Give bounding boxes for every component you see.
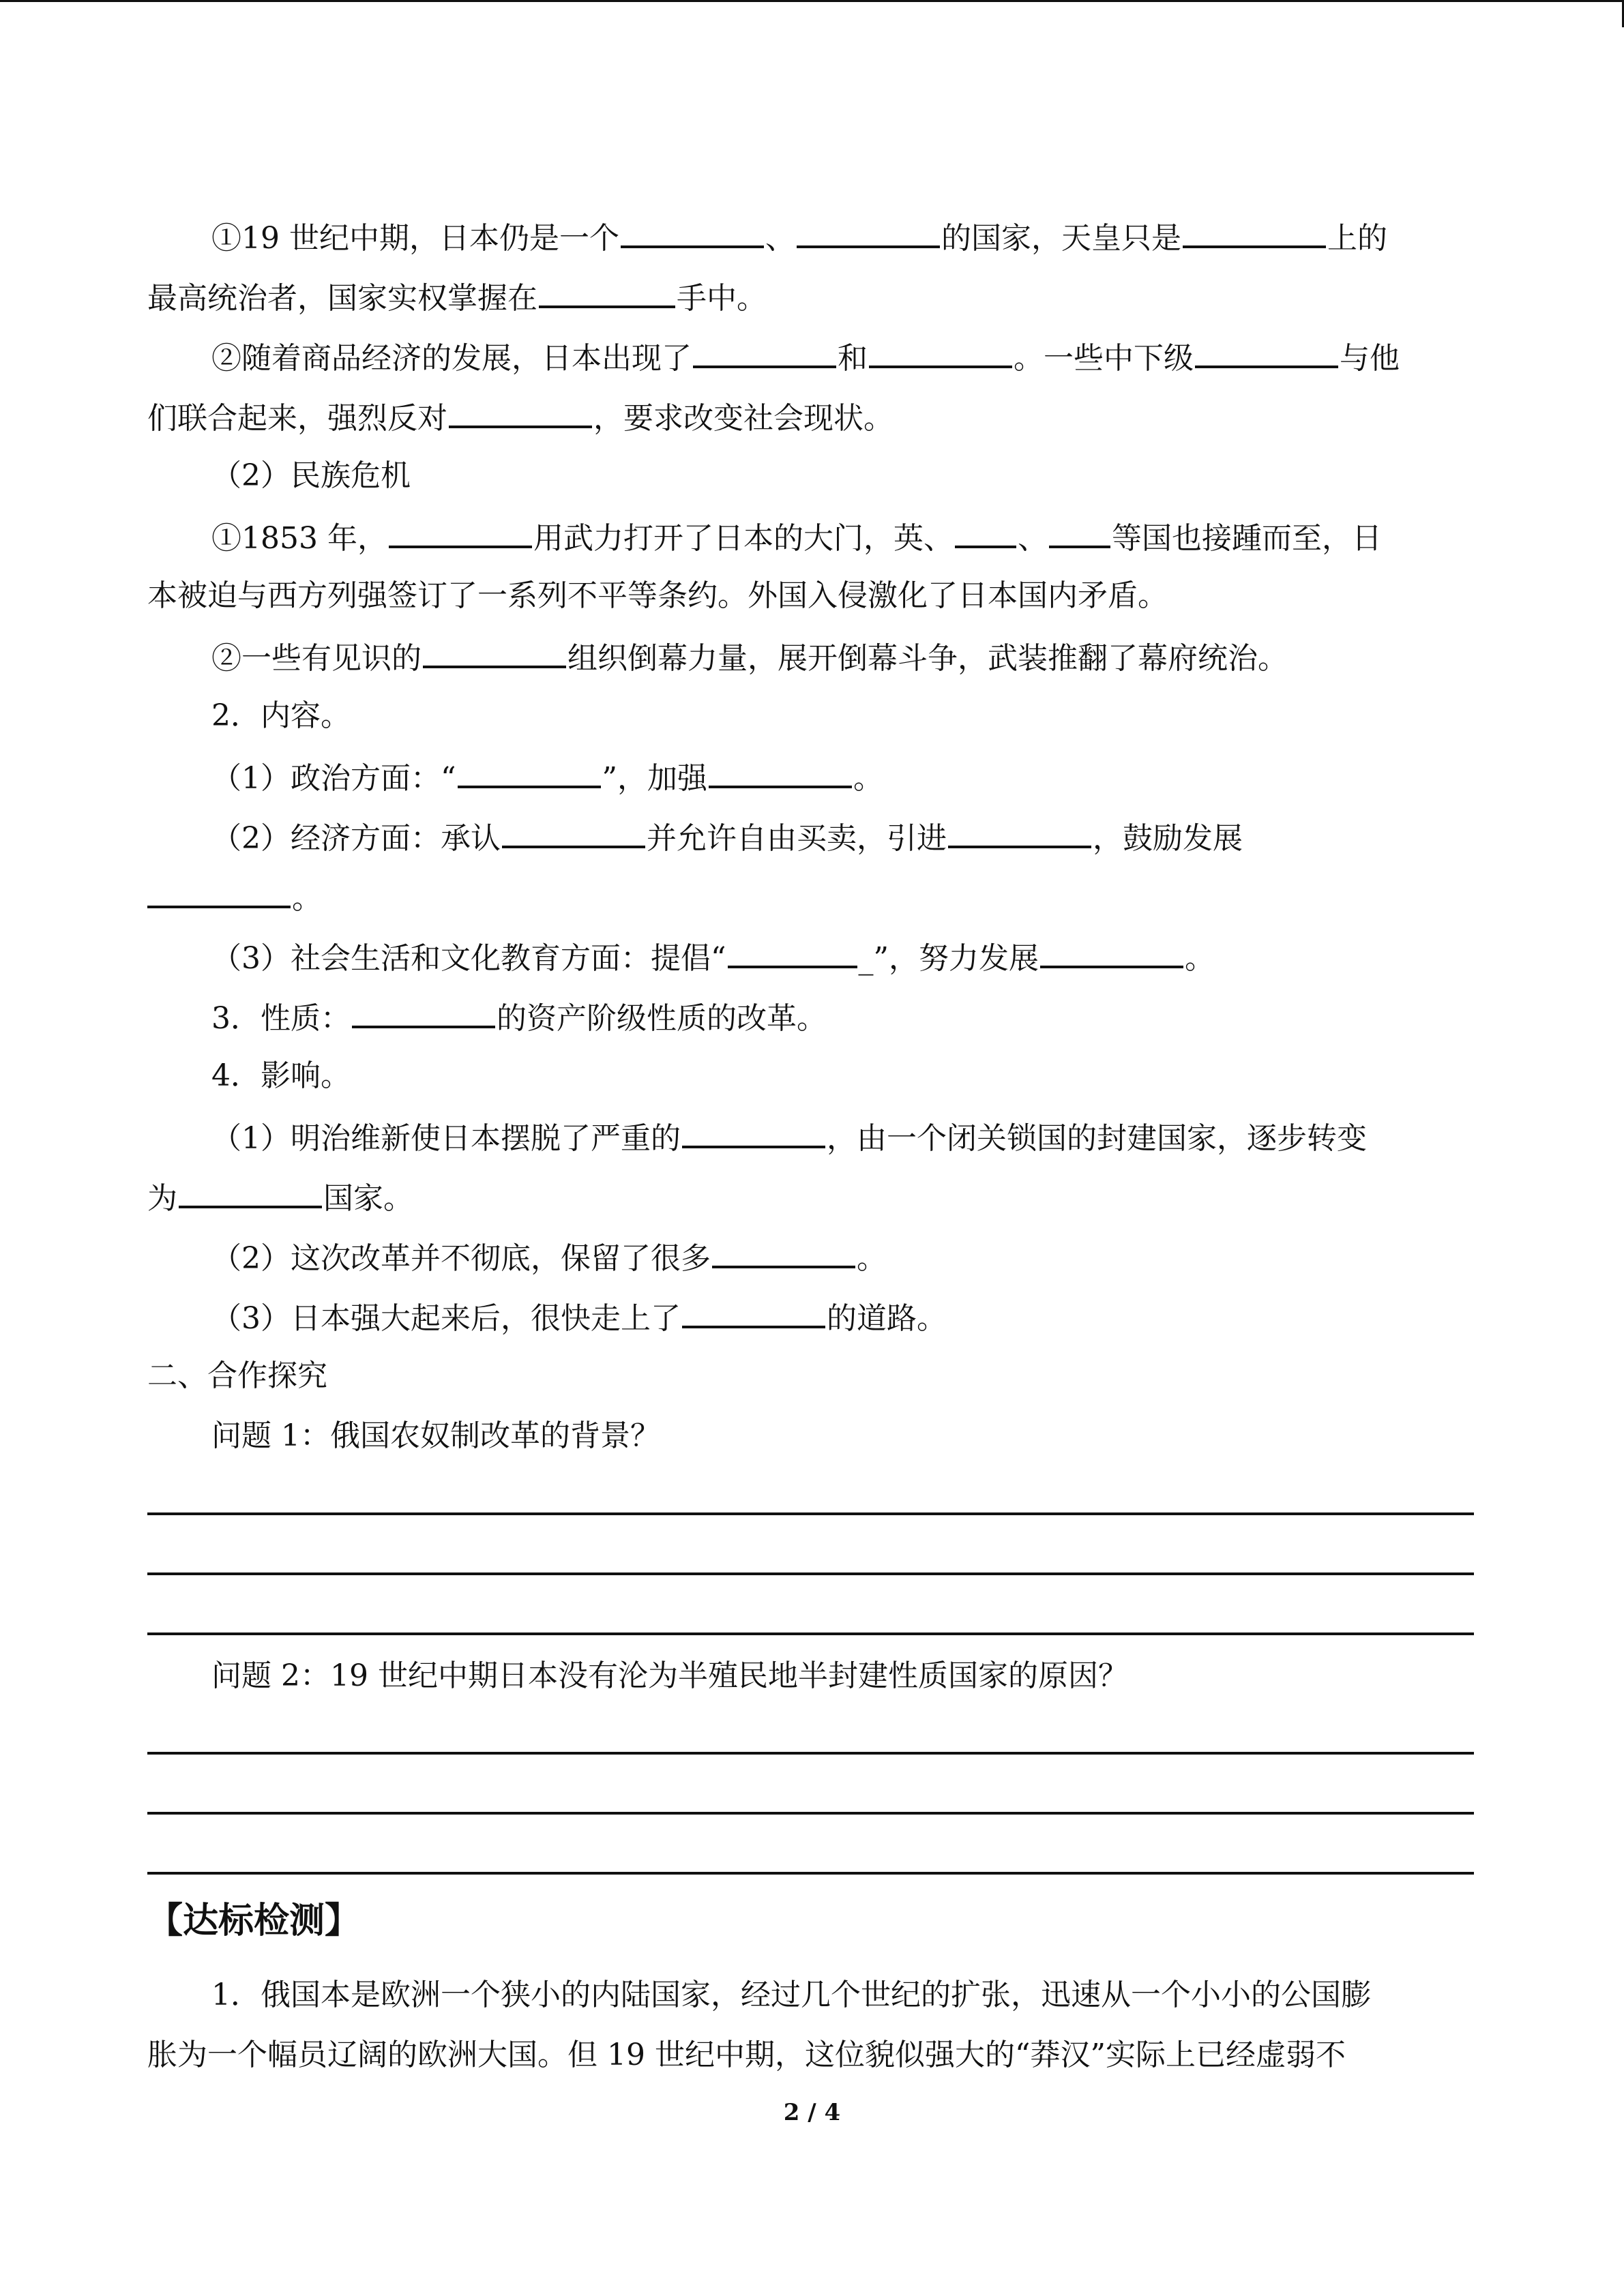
text: ②一些有见识的 <box>211 641 422 676</box>
text: ②随着商品经济的发展，日本出现了 <box>211 341 692 376</box>
fill-blank[interactable] <box>147 876 291 908</box>
impact3-line <box>211 1296 947 1339</box>
text: （1）明治维新使日本摆脱了严重的 <box>211 1121 681 1156</box>
fill-blank[interactable] <box>389 516 532 548</box>
text: 们联合起来，强烈反对 <box>147 401 447 436</box>
crisis1-line2 <box>147 576 1168 616</box>
answer-line[interactable] <box>147 1752 1474 1755</box>
text: 最高统治者，国家实权掌握在 <box>147 281 537 316</box>
crisis1-line1 <box>211 516 1382 559</box>
fill-blank[interactable] <box>869 336 1012 368</box>
text: ①19 世纪中期，日本仍是一个 <box>211 221 619 256</box>
fill-blank[interactable] <box>502 816 645 848</box>
text: 问题 2：19 世纪中期日本没有沦为半殖民地半封建性质国家的原因？ <box>211 1658 1128 1693</box>
answer-line[interactable] <box>147 1572 1474 1575</box>
text: 问题 1：俄国农奴制改革的背景？ <box>211 1418 660 1453</box>
society-line <box>211 936 1215 979</box>
fill-blank[interactable] <box>1049 516 1110 548</box>
economy-line2 <box>147 876 322 919</box>
impact1-line2 <box>147 1176 413 1219</box>
question-2 <box>211 1656 1128 1697</box>
text: _”，努力发展 <box>858 941 1039 976</box>
politics-line <box>211 756 883 799</box>
text: 、 <box>765 221 795 256</box>
nature-line <box>211 996 827 1039</box>
text: 二、合作探究 <box>147 1358 327 1393</box>
text: 3．性质： <box>211 1001 351 1036</box>
test-p1-line2 <box>147 2035 1346 2076</box>
fill-blank[interactable] <box>797 215 940 248</box>
text: 。一些中下级 <box>1014 341 1194 376</box>
fill-blank[interactable] <box>955 516 1016 548</box>
fill-blank[interactable] <box>423 636 566 668</box>
text: 并允许自由买卖，引进 <box>647 821 947 856</box>
item1-line2 <box>147 275 767 319</box>
text: 。 <box>1185 941 1215 976</box>
text: 【达标检测】 <box>147 1900 361 1941</box>
text: 与他 <box>1340 341 1400 376</box>
item1-line1 <box>211 215 1387 259</box>
fill-blank[interactable] <box>621 215 764 248</box>
text: 。 <box>292 881 322 916</box>
text: 的道路。 <box>827 1301 947 1336</box>
fill-blank[interactable] <box>682 1296 825 1328</box>
answer-line[interactable] <box>147 1812 1474 1815</box>
fill-blank[interactable] <box>352 996 495 1028</box>
economy-line1 <box>211 816 1243 859</box>
text: 4．影响。 <box>211 1058 351 1093</box>
fill-blank[interactable] <box>693 336 836 368</box>
text: （1）政治方面：“ <box>211 761 456 796</box>
text: ，鼓励发展 <box>1093 821 1243 856</box>
impact1-line1 <box>211 1116 1367 1159</box>
content-title <box>211 696 351 736</box>
fill-blank[interactable] <box>1183 215 1326 248</box>
text: 的国家，天皇只是 <box>941 221 1181 256</box>
answer-line[interactable] <box>147 1872 1474 1875</box>
answer-line[interactable] <box>147 1512 1474 1515</box>
item2-line1 <box>211 336 1400 379</box>
section3-title <box>147 1897 360 1945</box>
text: 本被迫与西方列强签订了一系列不平等条约。外国入侵激化了日本国内矛盾。 <box>147 578 1168 613</box>
text: 国家。 <box>323 1181 413 1216</box>
text: 。 <box>853 761 883 796</box>
text: 和 <box>838 341 868 376</box>
fill-blank[interactable] <box>728 936 857 968</box>
page-border-top <box>0 0 1624 2</box>
text: ”，加强 <box>602 761 707 796</box>
test-p1-line1 <box>211 1975 1371 2016</box>
fill-blank[interactable] <box>682 1116 825 1148</box>
fill-blank[interactable] <box>539 275 675 308</box>
fill-blank[interactable] <box>1195 336 1338 368</box>
text: 上的 <box>1327 221 1387 256</box>
text: 胀为一个幅员辽阔的欧洲大国。但 19 世纪中期，这位貌似强大的“莽汉”实际上已经虚弱不 <box>147 2038 1346 2072</box>
text: 2．内容。 <box>211 698 351 733</box>
answer-line[interactable] <box>147 1632 1474 1635</box>
text: （2）这次改革并不彻底，保留了很多 <box>211 1241 711 1276</box>
text: （3）日本强大起来后，很快走上了 <box>211 1301 681 1336</box>
text: （2）经济方面：承认 <box>211 821 501 856</box>
text: 的资产阶级性质的改革。 <box>497 1001 827 1036</box>
crisis-title <box>211 456 411 496</box>
fill-blank[interactable] <box>948 816 1091 848</box>
question-1 <box>211 1416 660 1457</box>
text: ①1853 年， <box>211 521 387 556</box>
impact-title <box>211 1056 351 1097</box>
text: ，要求改变社会现状。 <box>593 401 894 436</box>
fill-blank[interactable] <box>1040 936 1183 968</box>
item2-line2 <box>147 396 894 439</box>
fill-blank[interactable] <box>709 756 852 788</box>
page-number: 2 / 4 <box>783 2099 841 2126</box>
fill-blank[interactable] <box>179 1176 322 1208</box>
crisis2-line <box>211 636 1288 679</box>
impact2-line <box>211 1236 887 1279</box>
section2-title <box>147 1356 327 1397</box>
text: 等国也接踵而至，日 <box>1111 521 1382 556</box>
text: ，由一个闭关锁国的封建国家，逐步转变 <box>827 1121 1367 1156</box>
text: 。 <box>857 1241 887 1276</box>
fill-blank[interactable] <box>449 396 592 428</box>
text: 用武力打开了日本的大门，英、 <box>533 521 954 556</box>
text: 1．俄国本是欧洲一个狭小的内陆国家，经过几个世纪的扩张，迅速从一个小小的公国膨 <box>211 1978 1371 2012</box>
text: 、 <box>1017 521 1048 556</box>
fill-blank[interactable] <box>458 756 601 788</box>
text: （2）民族危机 <box>211 458 411 493</box>
text: 组织倒幕力量，展开倒幕斗争，武装推翻了幕府统治。 <box>567 641 1288 676</box>
fill-blank[interactable] <box>712 1236 855 1268</box>
text: （3）社会生活和文化教育方面：提倡“ <box>211 941 726 976</box>
text: 手中。 <box>677 281 767 316</box>
text: 为 <box>147 1181 177 1216</box>
